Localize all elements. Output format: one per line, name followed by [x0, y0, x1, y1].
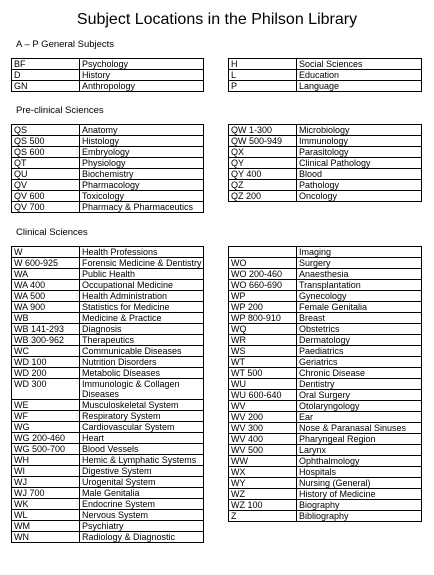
table-row: [12, 280, 204, 291]
code-cell: QS: [12, 125, 80, 136]
code-cell: WV 200: [229, 412, 297, 423]
code-cell: L: [229, 70, 297, 81]
subject-cell: Female Genitalia: [297, 302, 422, 313]
subject-cell: Oral Surgery: [297, 390, 422, 401]
table-row: [229, 59, 422, 70]
subject-cell: Oncology: [297, 191, 422, 202]
table-row: [12, 379, 204, 400]
code-cell: W 600-925: [12, 258, 80, 269]
code-cell: BF: [12, 59, 80, 70]
preclinical-right-table: [228, 124, 422, 202]
clinical-right-table: [228, 246, 422, 522]
table-row: [12, 291, 204, 302]
code-cell: QY 400: [229, 169, 297, 180]
code-cell: QZ 200: [229, 191, 297, 202]
table-row: [229, 456, 422, 467]
subject-cell: Pharmacy & Pharmaceutics: [80, 202, 204, 213]
table-row: [12, 70, 204, 81]
code-cell: Z: [229, 511, 297, 522]
code-cell: [229, 247, 297, 258]
code-cell: WD 300: [12, 379, 80, 400]
subject-cell: Health Administration: [80, 291, 204, 302]
subject-cell: Ear: [297, 412, 422, 423]
code-cell: QT: [12, 158, 80, 169]
table-row: [229, 125, 422, 136]
code-cell: QU: [12, 169, 80, 180]
section-heading-general: A – P General Subjects: [16, 39, 115, 50]
subject-cell: Radiology & Diagnostic: [80, 532, 204, 543]
subject-cell: Geriatrics: [297, 357, 422, 368]
code-cell: QV 700: [12, 202, 80, 213]
table-row: [12, 191, 204, 202]
code-cell: WH: [12, 455, 80, 466]
subject-cell: Physiology: [80, 158, 204, 169]
subject-cell: Pharyngeal Region: [297, 434, 422, 445]
subject-cell: Social Sciences: [297, 59, 422, 70]
code-cell: WO 660-690: [229, 280, 297, 291]
subject-cell: Surgery: [297, 258, 422, 269]
table-row: [12, 444, 204, 455]
subject-cell: Breast: [297, 313, 422, 324]
subject-cell: Metabolic Diseases: [80, 368, 204, 379]
table-row: [229, 269, 422, 280]
table-row: [12, 247, 204, 258]
subject-cell: Microbiology: [297, 125, 422, 136]
table-row: [229, 136, 422, 147]
table-row: [229, 412, 422, 423]
code-cell: WY: [229, 478, 297, 489]
subject-cell: History of Medicine: [297, 489, 422, 500]
code-cell: WB 300-962: [12, 335, 80, 346]
table-row: [229, 258, 422, 269]
preclinical-left-table: [11, 124, 204, 213]
subject-cell: Chronic Disease: [297, 368, 422, 379]
subject-cell: Cardiovascular System: [80, 422, 204, 433]
table-row: [12, 521, 204, 532]
table-row: [12, 335, 204, 346]
code-cell: WR: [229, 335, 297, 346]
table-row: [12, 411, 204, 422]
table-row: [229, 445, 422, 456]
subject-cell: Occupational Medicine: [80, 280, 204, 291]
code-cell: WB: [12, 313, 80, 324]
subject-cell: Psychiatry: [80, 521, 204, 532]
table-row: [12, 169, 204, 180]
code-cell: WZ: [229, 489, 297, 500]
subject-cell: Endocrine System: [80, 499, 204, 510]
table-row: [229, 500, 422, 511]
section-heading-clinical: Clinical Sciences: [16, 227, 88, 238]
subject-cell: Transplantation: [297, 280, 422, 291]
subject-cell: Public Health: [80, 269, 204, 280]
table-row: [229, 247, 422, 258]
subject-cell: Health Professions: [80, 247, 204, 258]
table-row: [229, 379, 422, 390]
subject-cell: Forensic Medicine & Dentistry: [80, 258, 204, 269]
subject-cell: Pharmacology: [80, 180, 204, 191]
table-row: [229, 489, 422, 500]
code-cell: WO 200-460: [229, 269, 297, 280]
code-cell: QS 600: [12, 147, 80, 158]
subject-cell: Nervous System: [80, 510, 204, 521]
subject-cell: Digestive System: [80, 466, 204, 477]
table-row: [12, 368, 204, 379]
code-cell: WF: [12, 411, 80, 422]
subject-cell: Psychology: [80, 59, 204, 70]
table-row: [12, 346, 204, 357]
table-row: [12, 357, 204, 368]
subject-cell: Toxicology: [80, 191, 204, 202]
subject-cell: Communicable Diseases: [80, 346, 204, 357]
code-cell: WD 100: [12, 357, 80, 368]
subject-cell: Gynecology: [297, 291, 422, 302]
subject-cell: Dermatology: [297, 335, 422, 346]
subject-cell: Anthropology: [80, 81, 204, 92]
table-row: [12, 258, 204, 269]
code-cell: QV 600: [12, 191, 80, 202]
subject-cell: Therapeutics: [80, 335, 204, 346]
table-row: [229, 81, 422, 92]
subject-cell: Immunologic & Collagen Diseases: [80, 379, 204, 400]
table-row: [229, 180, 422, 191]
general-subjects-left-table: [11, 58, 204, 92]
code-cell: WQ: [229, 324, 297, 335]
table-row: [12, 400, 204, 411]
subject-cell: Pathology: [297, 180, 422, 191]
table-row: [12, 532, 204, 543]
subject-cell: Musculoskeletal System: [80, 400, 204, 411]
general-subjects-right-table: [228, 58, 422, 92]
subject-cell: Anaesthesia: [297, 269, 422, 280]
subject-cell: Blood Vessels: [80, 444, 204, 455]
subject-cell: Male Genitalia: [80, 488, 204, 499]
subject-cell: Statistics for Medicine: [80, 302, 204, 313]
code-cell: GN: [12, 81, 80, 92]
code-cell: QV: [12, 180, 80, 191]
subject-cell: Urogenital System: [80, 477, 204, 488]
table-row: [12, 477, 204, 488]
code-cell: WK: [12, 499, 80, 510]
table-row: [12, 147, 204, 158]
table-row: [229, 368, 422, 379]
table-row: [12, 433, 204, 444]
table-row: [12, 466, 204, 477]
table-row: [12, 499, 204, 510]
code-cell: D: [12, 70, 80, 81]
code-cell: QY: [229, 158, 297, 169]
code-cell: QW 1-300: [229, 125, 297, 136]
code-cell: QX: [229, 147, 297, 158]
table-row: [229, 70, 422, 81]
table-row: [229, 357, 422, 368]
subject-cell: History: [80, 70, 204, 81]
code-cell: WP: [229, 291, 297, 302]
table-row: [229, 291, 422, 302]
table-row: [12, 422, 204, 433]
subject-cell: Parasitology: [297, 147, 422, 158]
subject-cell: Blood: [297, 169, 422, 180]
code-cell: WP 200: [229, 302, 297, 313]
code-cell: WM: [12, 521, 80, 532]
page-title: Subject Locations in the Philson Library: [76, 11, 358, 28]
table-row: [12, 59, 204, 70]
subject-cell: Nursing (General): [297, 478, 422, 489]
code-cell: H: [229, 59, 297, 70]
code-cell: QW 500-949: [229, 136, 297, 147]
subject-cell: Ophthalmology: [297, 456, 422, 467]
code-cell: WA 500: [12, 291, 80, 302]
table-row: [229, 467, 422, 478]
subject-cell: Hospitals: [297, 467, 422, 478]
table-row: [229, 158, 422, 169]
table-row: [12, 510, 204, 521]
table-row: [12, 180, 204, 191]
table-row: [229, 169, 422, 180]
table-row: [12, 488, 204, 499]
table-row: [229, 390, 422, 401]
subject-cell: Obstetrics: [297, 324, 422, 335]
table-row: [12, 125, 204, 136]
code-cell: WT: [229, 357, 297, 368]
code-cell: WN: [12, 532, 80, 543]
table-row: [229, 434, 422, 445]
subject-cell: Biography: [297, 500, 422, 511]
code-cell: WU: [229, 379, 297, 390]
subject-cell: Embryology: [80, 147, 204, 158]
table-row: [12, 302, 204, 313]
clinical-left-table: [11, 246, 204, 543]
section-heading-preclinical: Pre-clinical Sciences: [16, 105, 104, 116]
table-row: [229, 335, 422, 346]
table-row: [229, 511, 422, 522]
code-cell: WG: [12, 422, 80, 433]
subject-cell: Larynx: [297, 445, 422, 456]
subject-cell: Dentistry: [297, 379, 422, 390]
table-row: [12, 202, 204, 213]
subject-cell: Language: [297, 81, 422, 92]
subject-cell: Diagnosis: [80, 324, 204, 335]
code-cell: WB 141-293: [12, 324, 80, 335]
code-cell: WW: [229, 456, 297, 467]
code-cell: WJ: [12, 477, 80, 488]
table-row: [12, 455, 204, 466]
code-cell: WC: [12, 346, 80, 357]
code-cell: WL: [12, 510, 80, 521]
code-cell: WV 400: [229, 434, 297, 445]
subject-cell: Hemic & Lymphatic Systems: [80, 455, 204, 466]
subject-cell: Medicine & Practice: [80, 313, 204, 324]
subject-cell: Clinical Pathology: [297, 158, 422, 169]
table-row: [12, 158, 204, 169]
code-cell: WS: [229, 346, 297, 357]
subject-cell: Imaging: [297, 247, 422, 258]
code-cell: WI: [12, 466, 80, 477]
table-row: [12, 136, 204, 147]
code-cell: WT 500: [229, 368, 297, 379]
table-row: [12, 269, 204, 280]
code-cell: WG 200-460: [12, 433, 80, 444]
subject-cell: Otolaryngology: [297, 401, 422, 412]
table-row: [12, 313, 204, 324]
subject-cell: Anatomy: [80, 125, 204, 136]
table-row: [229, 191, 422, 202]
code-cell: P: [229, 81, 297, 92]
table-row: [229, 280, 422, 291]
code-cell: WD 200: [12, 368, 80, 379]
code-cell: WE: [12, 400, 80, 411]
subject-cell: Heart: [80, 433, 204, 444]
code-cell: WJ 700: [12, 488, 80, 499]
subject-cell: Paediatrics: [297, 346, 422, 357]
subject-cell: Education: [297, 70, 422, 81]
code-cell: WV 500: [229, 445, 297, 456]
subject-cell: Bibliography: [297, 511, 422, 522]
subject-cell: Respiratory System: [80, 411, 204, 422]
subject-cell: Histology: [80, 136, 204, 147]
table-row: [229, 478, 422, 489]
table-row: [229, 147, 422, 158]
table-row: [229, 313, 422, 324]
subject-cell: Nutrition Disorders: [80, 357, 204, 368]
code-cell: QZ: [229, 180, 297, 191]
subject-cell: Biochemistry: [80, 169, 204, 180]
subject-cell: Immunology: [297, 136, 422, 147]
subject-cell: Nose & Paranasal Sinuses: [297, 423, 422, 434]
code-cell: WZ 100: [229, 500, 297, 511]
code-cell: WO: [229, 258, 297, 269]
code-cell: WV: [229, 401, 297, 412]
code-cell: WA 400: [12, 280, 80, 291]
table-row: [12, 81, 204, 92]
code-cell: W: [12, 247, 80, 258]
code-cell: WV 300: [229, 423, 297, 434]
code-cell: WA: [12, 269, 80, 280]
code-cell: WA 900: [12, 302, 80, 313]
table-row: [229, 302, 422, 313]
table-row: [12, 324, 204, 335]
code-cell: WX: [229, 467, 297, 478]
code-cell: QS 500: [12, 136, 80, 147]
table-row: [229, 346, 422, 357]
code-cell: WP 800-910: [229, 313, 297, 324]
table-row: [229, 324, 422, 335]
table-row: [229, 401, 422, 412]
code-cell: WU 600-640: [229, 390, 297, 401]
code-cell: WG 500-700: [12, 444, 80, 455]
table-row: [229, 423, 422, 434]
